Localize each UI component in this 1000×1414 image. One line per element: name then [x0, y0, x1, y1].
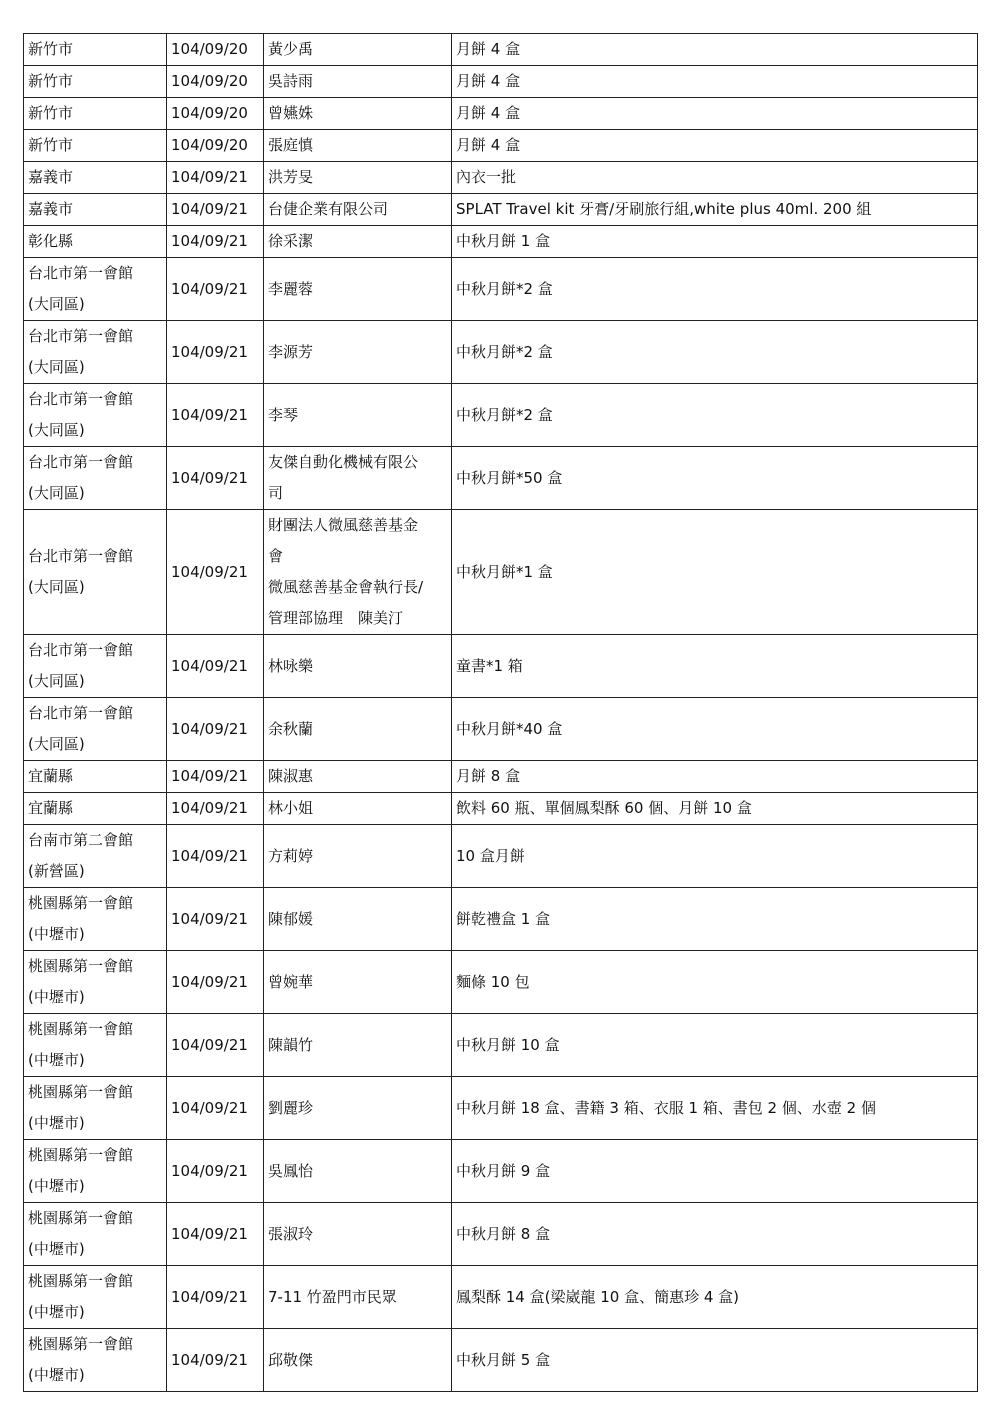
- table-row: [24, 1329, 978, 1392]
- location-cell-line: (中壢市): [28, 988, 85, 1006]
- location-cell-line: 嘉義市: [28, 168, 74, 186]
- location-cell-line: 台北市第一會館: [28, 547, 134, 565]
- date-cell: 104/09/21: [167, 635, 264, 698]
- item-cell: 中秋月餅 5 盒: [452, 1329, 978, 1392]
- item-cell: 月餅 4 盒: [452, 98, 978, 130]
- location-cell-line: 台北市第一會館: [28, 327, 134, 345]
- date-cell: 104/09/20: [167, 130, 264, 162]
- donor-cell: [264, 793, 452, 825]
- table-row: [24, 635, 978, 698]
- item-cell: 月餅 8 盒: [452, 761, 978, 793]
- location-cell: [24, 1266, 167, 1329]
- donor-cell: [264, 1329, 452, 1392]
- location-cell-line: 宜蘭縣: [28, 799, 74, 817]
- table-row: [24, 1077, 978, 1140]
- donor-cell-line: 曾婉華: [268, 972, 314, 991]
- donor-cell: [264, 258, 452, 321]
- date-cell: 104/09/21: [167, 1203, 264, 1266]
- location-cell: [24, 635, 167, 698]
- location-cell-line: 桃園縣第一會館: [28, 1020, 134, 1038]
- date-cell: 104/09/21: [167, 162, 264, 194]
- donor-cell-line: 管理部協理 陳美汀: [268, 609, 404, 627]
- item-cell: 中秋月餅*40 盒: [452, 698, 978, 761]
- item-cell: 月餅 4 盒: [452, 66, 978, 98]
- donation-record-page: [23, 33, 977, 1392]
- location-cell-line: 新竹市: [28, 72, 74, 90]
- table-row: [24, 66, 978, 98]
- location-cell-line: 新竹市: [28, 104, 74, 122]
- location-cell: [24, 98, 167, 130]
- location-cell: [24, 1014, 167, 1077]
- donor-cell-line: 司: [268, 484, 284, 502]
- item-cell: 中秋月餅 18 盒、書籍 3 箱、衣服 1 箱、書包 2 個、水壺 2 個: [452, 1077, 978, 1140]
- location-cell: [24, 194, 167, 226]
- location-cell: [24, 66, 167, 98]
- location-cell-line: (中壢市): [28, 1051, 85, 1069]
- table-row: [24, 1014, 978, 1077]
- location-cell-line: (大同區): [28, 578, 85, 596]
- location-cell: [24, 698, 167, 761]
- location-cell-line: 宜蘭縣: [28, 767, 74, 785]
- date-cell: 104/09/21: [167, 194, 264, 226]
- location-cell-line: 嘉義市: [28, 200, 74, 218]
- table-row: [24, 384, 978, 447]
- location-cell-line: (中壢市): [28, 1240, 85, 1258]
- donor-cell: [264, 1203, 452, 1266]
- donor-cell-line: 徐采潔: [268, 232, 314, 250]
- donor-cell: [264, 951, 452, 1014]
- donor-cell: [264, 447, 452, 510]
- item-cell: 10 盒月餅: [452, 825, 978, 888]
- donor-cell-line: 方莉婷: [268, 846, 314, 865]
- location-cell-line: 台南市第二會館: [28, 831, 134, 849]
- location-cell-line: 桃園縣第一會館: [28, 957, 134, 975]
- donor-cell-line: 李麗蓉: [268, 279, 314, 298]
- item-cell: 中秋月餅*1 盒: [452, 510, 978, 635]
- donation-table-body: [24, 34, 978, 1392]
- location-cell-line: (新營區): [28, 862, 85, 880]
- location-cell-line: (中壢市): [28, 925, 85, 943]
- location-cell-line: (大同區): [28, 421, 85, 439]
- donor-cell-line: 陳郁媛: [268, 909, 314, 928]
- location-cell-line: (大同區): [28, 735, 85, 753]
- location-cell: [24, 951, 167, 1014]
- table-row: [24, 793, 978, 825]
- table-row: [24, 130, 978, 162]
- donor-cell: [264, 888, 452, 951]
- date-cell: 104/09/21: [167, 258, 264, 321]
- item-cell: 中秋月餅 8 盒: [452, 1203, 978, 1266]
- item-cell: 飲料 60 瓶、單個鳳梨酥 60 個、月餅 10 盒: [452, 793, 978, 825]
- date-cell: 104/09/21: [167, 888, 264, 951]
- location-cell-line: 桃園縣第一會館: [28, 1209, 134, 1227]
- location-cell: [24, 761, 167, 793]
- donor-cell: [264, 321, 452, 384]
- table-row: [24, 258, 978, 321]
- donation-table: [23, 33, 978, 1392]
- date-cell: 104/09/20: [167, 34, 264, 66]
- location-cell-line: 彰化縣: [28, 232, 74, 250]
- donor-cell-line: 財團法人微風慈善基金: [268, 516, 419, 534]
- location-cell-line: 台北市第一會館: [28, 704, 134, 722]
- donor-cell-line: 余秋蘭: [268, 719, 314, 738]
- item-cell: 中秋月餅*2 盒: [452, 258, 978, 321]
- date-cell: 104/09/21: [167, 1140, 264, 1203]
- donor-cell: [264, 510, 452, 635]
- donor-cell-line: 李源芳: [268, 342, 314, 361]
- table-row: [24, 698, 978, 761]
- location-cell-line: (大同區): [28, 672, 85, 690]
- location-cell-line: 新竹市: [28, 136, 74, 154]
- donor-cell: [264, 825, 452, 888]
- date-cell: 104/09/21: [167, 825, 264, 888]
- location-cell-line: (中壢市): [28, 1114, 85, 1132]
- donor-cell-line: 7-11 竹盈門市民眾: [268, 1287, 397, 1306]
- item-cell: 中秋月餅 10 盒: [452, 1014, 978, 1077]
- date-cell: 104/09/21: [167, 698, 264, 761]
- location-cell: [24, 321, 167, 384]
- location-cell-line: (中壢市): [28, 1366, 85, 1384]
- date-cell: 104/09/21: [167, 951, 264, 1014]
- table-row: [24, 34, 978, 66]
- donor-cell-line: 張淑玲: [268, 1224, 314, 1243]
- donor-cell-line: 微風慈善基金會執行長/: [268, 578, 424, 596]
- location-cell: [24, 1140, 167, 1203]
- table-row: [24, 321, 978, 384]
- location-cell-line: 台北市第一會館: [28, 390, 134, 408]
- item-cell: 中秋月餅 1 盒: [452, 226, 978, 258]
- location-cell: [24, 1077, 167, 1140]
- donor-cell: [264, 635, 452, 698]
- donor-cell-line: 洪芳旻: [268, 168, 314, 186]
- table-row: [24, 194, 978, 226]
- date-cell: 104/09/21: [167, 1329, 264, 1392]
- date-cell: 104/09/21: [167, 793, 264, 825]
- donor-cell-line: 邱敬傑: [268, 1350, 314, 1369]
- location-cell: [24, 130, 167, 162]
- donor-cell-line: 黃少禹: [268, 40, 314, 58]
- location-cell-line: 桃園縣第一會館: [28, 1083, 134, 1101]
- location-cell: [24, 34, 167, 66]
- location-cell-line: 桃園縣第一會館: [28, 1146, 134, 1164]
- donor-cell-line: 吳鳳怡: [268, 1161, 314, 1180]
- date-cell: 104/09/21: [167, 1266, 264, 1329]
- item-cell: 中秋月餅*2 盒: [452, 384, 978, 447]
- table-row: [24, 761, 978, 793]
- location-cell: [24, 1329, 167, 1392]
- item-cell: 月餅 4 盒: [452, 34, 978, 66]
- date-cell: 104/09/21: [167, 761, 264, 793]
- location-cell-line: 桃園縣第一會館: [28, 1272, 134, 1290]
- table-row: [24, 888, 978, 951]
- location-cell-line: (中壢市): [28, 1177, 85, 1195]
- date-cell: 104/09/21: [167, 1077, 264, 1140]
- donor-cell: [264, 1014, 452, 1077]
- location-cell-line: (大同區): [28, 358, 85, 376]
- location-cell-line: 台北市第一會館: [28, 453, 134, 471]
- date-cell: 104/09/21: [167, 226, 264, 258]
- donor-cell: [264, 130, 452, 162]
- location-cell-line: 台北市第一會館: [28, 641, 134, 659]
- item-cell: 餅乾禮盒 1 盒: [452, 888, 978, 951]
- donor-cell-line: 張庭慎: [268, 136, 314, 154]
- location-cell-line: 台北市第一會館: [28, 264, 134, 282]
- item-cell: 中秋月餅*50 盒: [452, 447, 978, 510]
- date-cell: 104/09/20: [167, 98, 264, 130]
- item-cell: 中秋月餅*2 盒: [452, 321, 978, 384]
- donor-cell: [264, 1140, 452, 1203]
- location-cell-line: 桃園縣第一會館: [28, 894, 134, 912]
- location-cell: [24, 1203, 167, 1266]
- donor-cell-line: 友傑自動化機械有限公: [268, 453, 419, 471]
- table-row: [24, 162, 978, 194]
- item-cell: 中秋月餅 9 盒: [452, 1140, 978, 1203]
- donor-cell-line: 陳韻竹: [268, 1035, 314, 1054]
- donor-cell: [264, 384, 452, 447]
- item-cell: SPLAT Travel kit 牙膏/牙刷旅行組,white plus 40ml. 200 組: [452, 194, 978, 226]
- donor-cell: [264, 761, 452, 793]
- location-cell: [24, 162, 167, 194]
- item-cell: 鳳梨酥 14 盒(梁崴龍 10 盒、簡惠珍 4 盒): [452, 1266, 978, 1329]
- table-row: [24, 951, 978, 1014]
- table-row: [24, 447, 978, 510]
- location-cell-line: (中壢市): [28, 1303, 85, 1321]
- item-cell: 麵條 10 包: [452, 951, 978, 1014]
- table-row: [24, 1266, 978, 1329]
- donor-cell: [264, 162, 452, 194]
- date-cell: 104/09/21: [167, 510, 264, 635]
- location-cell-line: 新竹市: [28, 40, 74, 58]
- donor-cell-line: 林小姐: [268, 799, 314, 817]
- donor-cell-line: 陳淑惠: [268, 767, 314, 785]
- location-cell: [24, 384, 167, 447]
- donor-cell: [264, 66, 452, 98]
- location-cell: [24, 226, 167, 258]
- donor-cell: [264, 1266, 452, 1329]
- donor-cell-line: 台倢企業有限公司: [268, 200, 389, 218]
- table-row: [24, 98, 978, 130]
- donor-cell: [264, 698, 452, 761]
- donor-cell: [264, 34, 452, 66]
- date-cell: 104/09/21: [167, 1014, 264, 1077]
- date-cell: 104/09/21: [167, 384, 264, 447]
- donor-cell-line: 李琴: [268, 405, 299, 424]
- location-cell: [24, 258, 167, 321]
- date-cell: 104/09/21: [167, 447, 264, 510]
- item-cell: 月餅 4 盒: [452, 130, 978, 162]
- donor-cell-line: 吳詩雨: [268, 72, 314, 90]
- donor-cell-line: 劉麗珍: [268, 1098, 314, 1117]
- item-cell: 童書*1 箱: [452, 635, 978, 698]
- location-cell: [24, 825, 167, 888]
- table-row: [24, 1203, 978, 1266]
- table-row: [24, 1140, 978, 1203]
- location-cell-line: (大同區): [28, 484, 85, 502]
- table-row: [24, 825, 978, 888]
- table-row: [24, 226, 978, 258]
- location-cell: [24, 888, 167, 951]
- donor-cell-line: 林咏樂: [268, 656, 314, 675]
- donor-cell-line: 曾嬿姝: [268, 104, 314, 122]
- location-cell-line: 桃園縣第一會館: [28, 1335, 134, 1353]
- donor-cell: [264, 194, 452, 226]
- date-cell: 104/09/21: [167, 321, 264, 384]
- donor-cell: [264, 98, 452, 130]
- location-cell: [24, 793, 167, 825]
- donor-cell: [264, 1077, 452, 1140]
- table-row: [24, 510, 978, 635]
- date-cell: 104/09/20: [167, 66, 264, 98]
- location-cell-line: (大同區): [28, 295, 85, 313]
- donor-cell-line: 會: [268, 547, 284, 565]
- location-cell: [24, 447, 167, 510]
- donor-cell: [264, 226, 452, 258]
- location-cell: [24, 510, 167, 635]
- item-cell: 內衣一批: [452, 162, 978, 194]
